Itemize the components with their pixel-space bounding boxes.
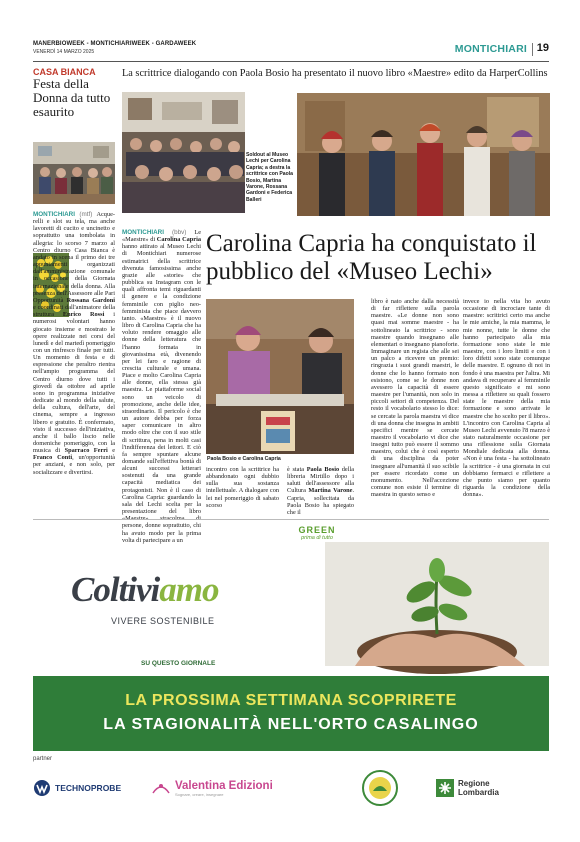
sidebar-text-top: MONTICHIARI (mtf) Acque-relli e slot su tela, ma anche lavoretti di cucito e uncinetto e soprattutto una tombolata in allegria: lo scorso 7 marzo al Centro diurno Casa Bianca è andato in scena il primo dei tre appuntamenti organizzati dall'amministrazione comunale in occasione della Giornata internazionale della donna. Alla presenza dell'Assessore alle Pari Opportunità Rossana Gardoni e coordinati dall'animatore della struttura Enrico Rossi i numerosi volontari hanno giocato insieme e mostrato le opere realizzate nei corsi del lunedì e del martedì pomeriggio con un rinfresco finale per tutti. Un momento di festa e di espressione che peraltro rientra nell'ampio programma del Centro diurno dove tutti i giovedì da ottobre ad aprile sono in programma iniziative dedicate al mondo della salute, della cultura, dell'arte, del cinema, sempre a ingresso libero e gratuito. È confermato, visto il successo dell'iniziativa, anche il ballo liscio nelle domeniche pomeriggio, con la musica di Sparraco Ferri e Franco Conti, un'opportunità per anziani, e non solo, per socializzare e divertirsi. [33, 211, 116, 476]
issue-date: VENERDÌ 14 MARZO 2025 [33, 49, 95, 55]
article-col-4: libro è nato anche dalla necessità di far riflettere sulla parola maestre. «Le donne non sono quasi mai somme maestre - ha sottolineato la scrittrice - sono maestre quando insegnano alle elementari o insegnano pianoforte. Immaginare un regista che alle sei un palco a ricevere un premio: ringrazia i suoi grandi maestri, le donne che lo hanno formato non esistono, come se le donne non avessero la capacità di essere maestre per l'umanità, non solo in piccoli settori di competenza. Del resto il vocabolario stesso lo dice: se cercate la parola maestra vi dice di una donna che insegna in ambiti specifici mentre se cercate maestro il vocabolario vi dice che insegni tutto può essere il sommo maestro, colui che è così esperto di una disciplina da poter insegnare all'umanità il suo scibile per essere ricordato come un monumento. Nell'accezione comune non esiste il termine di maestra in questo senso e [371, 298, 459, 499]
sidebar-title: Festa della Donna da tutto esaurito [33, 76, 111, 119]
sustainability-seal [361, 770, 399, 806]
page-header [33, 40, 549, 62]
banner-line-2: LA STAGIONALITÀ NELL'ORTO CASALINGO [103, 716, 479, 733]
advertisement [33, 519, 549, 819]
article-col-3: è stata Paola Bosio della libreria Mirtillo dopo i saluti dell'assessore alla Cultura Martina Varone. Capria, sollecitata da Paola Bosio ha spiegato che il [287, 466, 355, 516]
sidebar-photo [33, 142, 115, 204]
sidebar-text-bottom [33, 319, 115, 506]
caption-top: Soldout al Museo Lechi per Carolina Capria; a destra la scrittrice con Paola Bosio, Martina Varone, Rossana Gardoni e Federica Balleri [246, 152, 293, 203]
article-col-1: MONTICHIARI (bbv) Le «Maestre» di Carolina Capria hanno attirato al Museo Lechi di Montichiari numerose estimatrici della scrittrice divenuta famosissima anche grazie alle «storie» che pubblica su Instagram con le quali affronta temi riguardanti il genere e la condizione femminile con piglio neo-femminista che piace davvero tanto. «Maestre» è il nuovo libro di Carolina Capria che ha voluto rendere omaggio alle donne della letteratura che l'hanno formata in giovanissima età, divenendo per lei faro e ragione di crescita culturale e umana. Piace e molto Carolina Capria alle donne, ella stessa già maestra. Le piattaforme social sono un veicolo di promozione, anche delle idee, straordinario. Il pericolo è che un autore debba per forza saper comunicare in altro modo oltre che con il suo stile di scrittura, pena in molti casi l'indifferenza dei lettori. E ciò fa sempre spuntare alcune domande sull'effettiva bontà di alcuni successi letterari sostenuti da una grande capacità mediatica dei protagonisti. Non è il caso di Carolina Capria: guardando la sala del Lechi scelta per la presentazione del libro «Maestre» stracolma di persone, donne soprattutto, chi ha avuto modo per la prima volta di partecipare a un [122, 229, 202, 544]
article-headline: Carolina Capria ha conquistato il pubblico del «Museo Lechi» [206, 230, 537, 285]
page-number: 19 [536, 42, 549, 54]
ad-tagline: VIVERE SOSTENIBILE [111, 616, 215, 626]
group-photo [297, 93, 550, 216]
green-badge: GREEN prima di tutto [298, 525, 336, 541]
header-divider [532, 43, 533, 56]
coltiviamo-logo: Coltiviamo [71, 570, 219, 609]
article-col-2: incontro con la scrittrice ha abbandonato ogni dubbio sulla sua sostanza intellettuale. A dialogare con lei nel pomeriggio di sabato scorso [206, 466, 279, 509]
regione-lombardia-logo: Regione Lombardia [436, 770, 499, 806]
author-photo [206, 299, 354, 454]
article-topline: La scrittrice dialogando con Paola Bosio ha presentato il nuovo libro «Maestre» edito da HarperCollins [122, 68, 548, 79]
section-name: MONTICHIARI [454, 43, 527, 55]
article-col-5: invece io nella vita ho avuto occasione di incrociare tante di maestre: scrittrici certo ma anche le mie amiche, la mia mamma, le mie nonne, tutte le donne che hanno partecipato alla mia formazione sono state le mie maestre, con i loro limiti e con i loro difetti sono state comunque delle maestre. E ognuno di noi in fondo è una maestra per l'altra. Mi andava di recuperare al femminile questo significato e mi sono messa a riflettere su quali fossero state le maestre della mia formazione e sono arrivate le maestre che ho scelto per il libro». L'incontro con Carolina Capria al Museo Lechi avvenuto l'8 marzo è stato naturalmente occasione per una riflessione sulla Giornata Mondiale dedicata alla donna. «Non è una festa - ha sottolineato la scrittrice - è una giornata in cui dobbiamo fermarci e riflettere a che punto siamo per quanto riguarda la condizione della donna». [463, 298, 550, 499]
valentina-edizioni-logo: Valentina Edizioni Sognare, creare, insegnare [151, 770, 273, 806]
sidebar-text-wrap [72, 255, 115, 319]
on-this-paper: SU QUESTO GIORNALE [141, 660, 216, 667]
banner-line-1: LA PROSSIMA SETTIMANA SCOPRIRETE [125, 692, 457, 709]
ad-banner [33, 676, 549, 751]
partner-label: partner [33, 756, 53, 762]
seedling-photo [325, 542, 549, 666]
sidebar-kicker: CASA BIANCA [33, 67, 96, 77]
technoprobe-logo: TECHNOPROBE [33, 770, 121, 806]
publications: MANERBIOWEEK - MONTICHIARIWEEK - GARDAWEEK [33, 41, 197, 47]
caption-mid: Paola Bosio e Carolina Capria [207, 456, 281, 462]
audience-photo [122, 92, 245, 213]
